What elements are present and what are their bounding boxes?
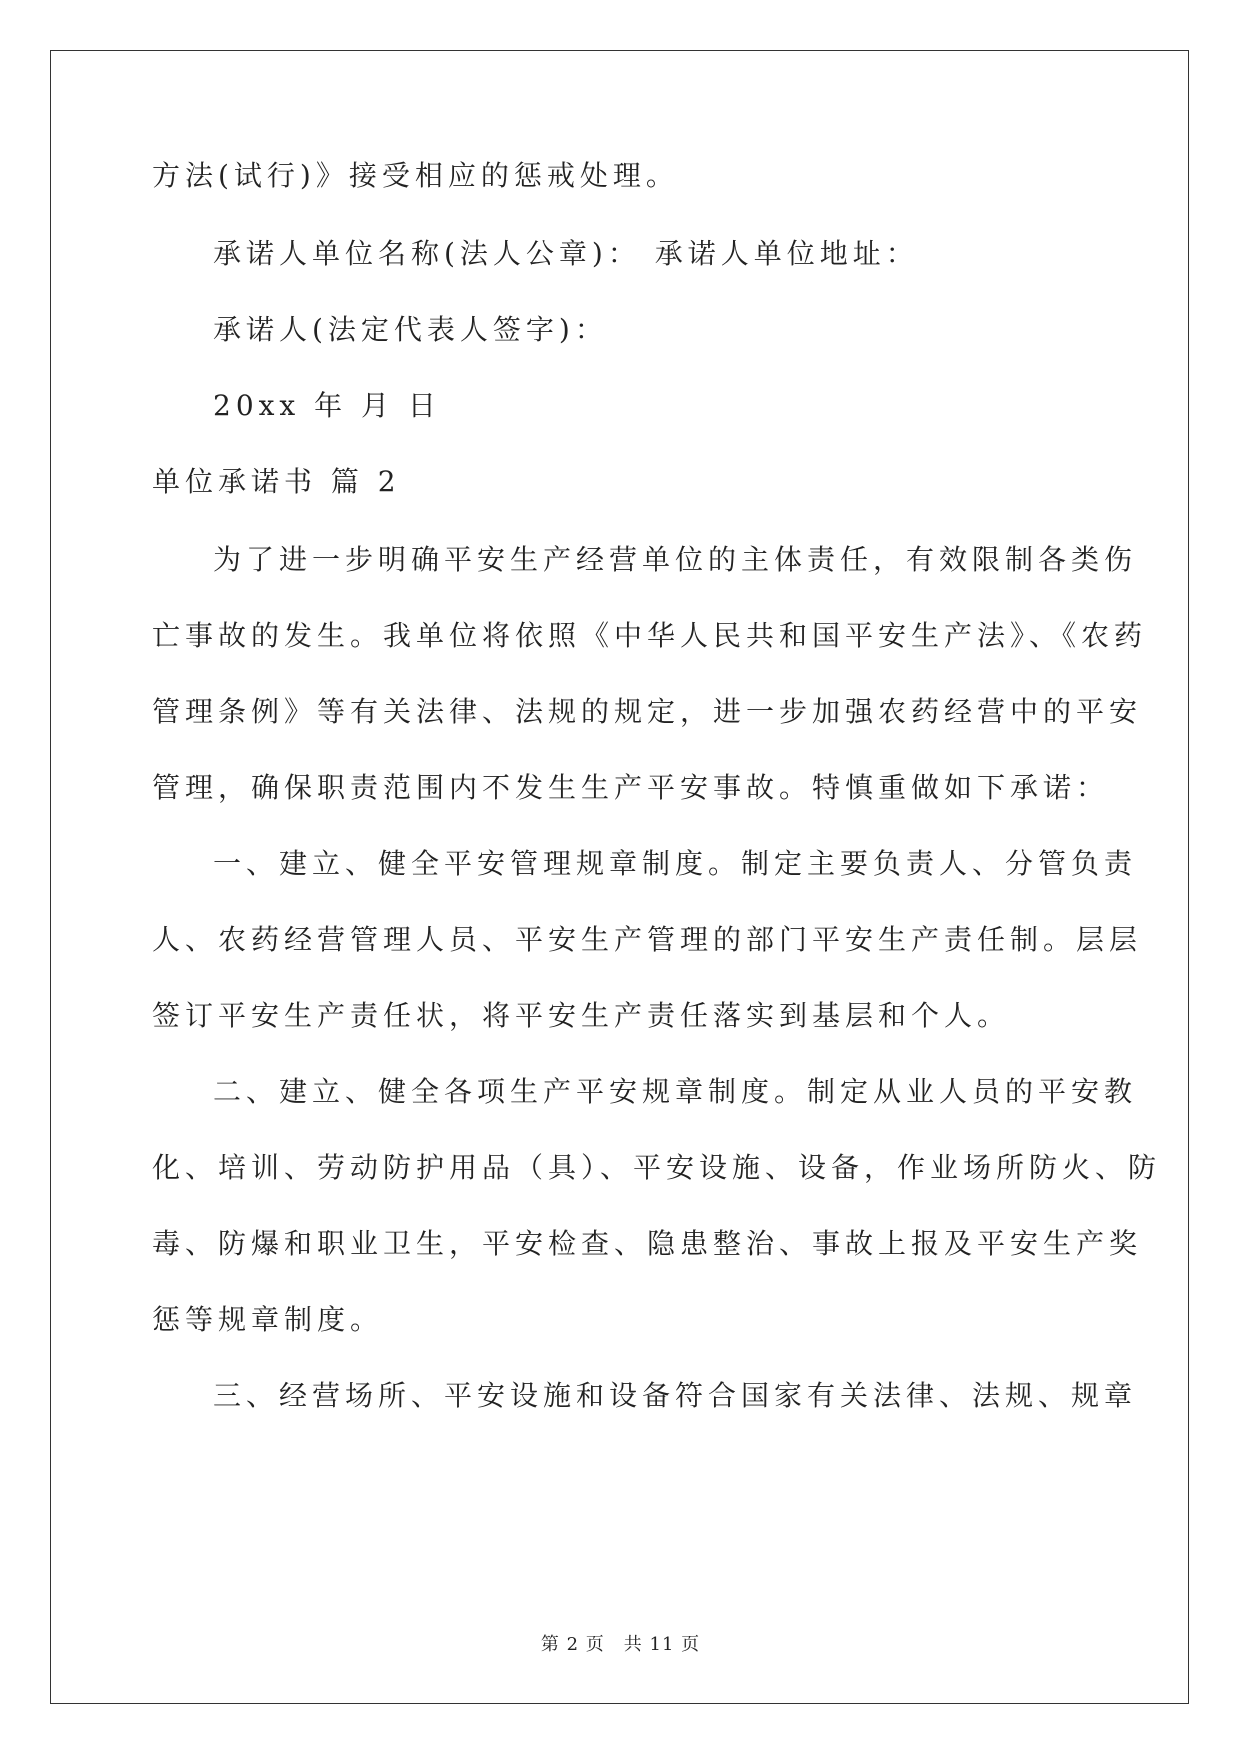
text-line: 管理条例》等有关法律、法规的规定，进一步加强农药经营中的平安 [152, 695, 1143, 728]
text-line: 20xx 年 月 日 [213, 389, 441, 422]
text-line: 惩等规章制度。 [152, 1303, 384, 1336]
text-line: 毒、防爆和职业卫生，平安检查、隐患整治、事故上报及平安生产奖 [152, 1227, 1143, 1260]
text-line: 管理，确保职责范围内不发生生产平安事故。特慎重做如下承诺： [152, 771, 1110, 804]
text-line: 化、培训、劳动防护用品（具）、平安设施、设备，作业场所防火、防 [152, 1151, 1162, 1184]
text-line: 一、建立、健全平安管理规章制度。制定主要负责人、分管负责 [213, 847, 1138, 880]
text-line: 签订平安生产责任状，将平安生产责任落实到基层和个人。 [152, 999, 1011, 1032]
section-heading: 单位承诺书 篇 2 [152, 465, 401, 498]
text-line: 二、建立、健全各项生产平安规章制度。制定从业人员的平安教 [213, 1075, 1138, 1108]
text-line: 方法(试行)》接受相应的惩戒处理。 [152, 159, 679, 192]
text-line: 承诺人单位名称(法人公章)： 承诺人单位地址： [213, 237, 919, 270]
text-line: 亡事故的发生。我单位将依照《中华人民共和国平安生产法》、《农药 [152, 619, 1148, 652]
page-number-footer: 第 2 页 共 11 页 [540, 1634, 701, 1655]
text-line: 人、农药经营管理人员、平安生产管理的部门平安生产责任制。层层 [152, 923, 1143, 956]
text-line: 三、经营场所、平安设施和设备符合国家有关法律、法规、规章 [213, 1379, 1138, 1412]
text-line: 为了进一步明确平安生产经营单位的主体责任，有效限制各类伤 [213, 543, 1138, 576]
text-line: 承诺人(法定代表人签字)： [213, 313, 608, 346]
